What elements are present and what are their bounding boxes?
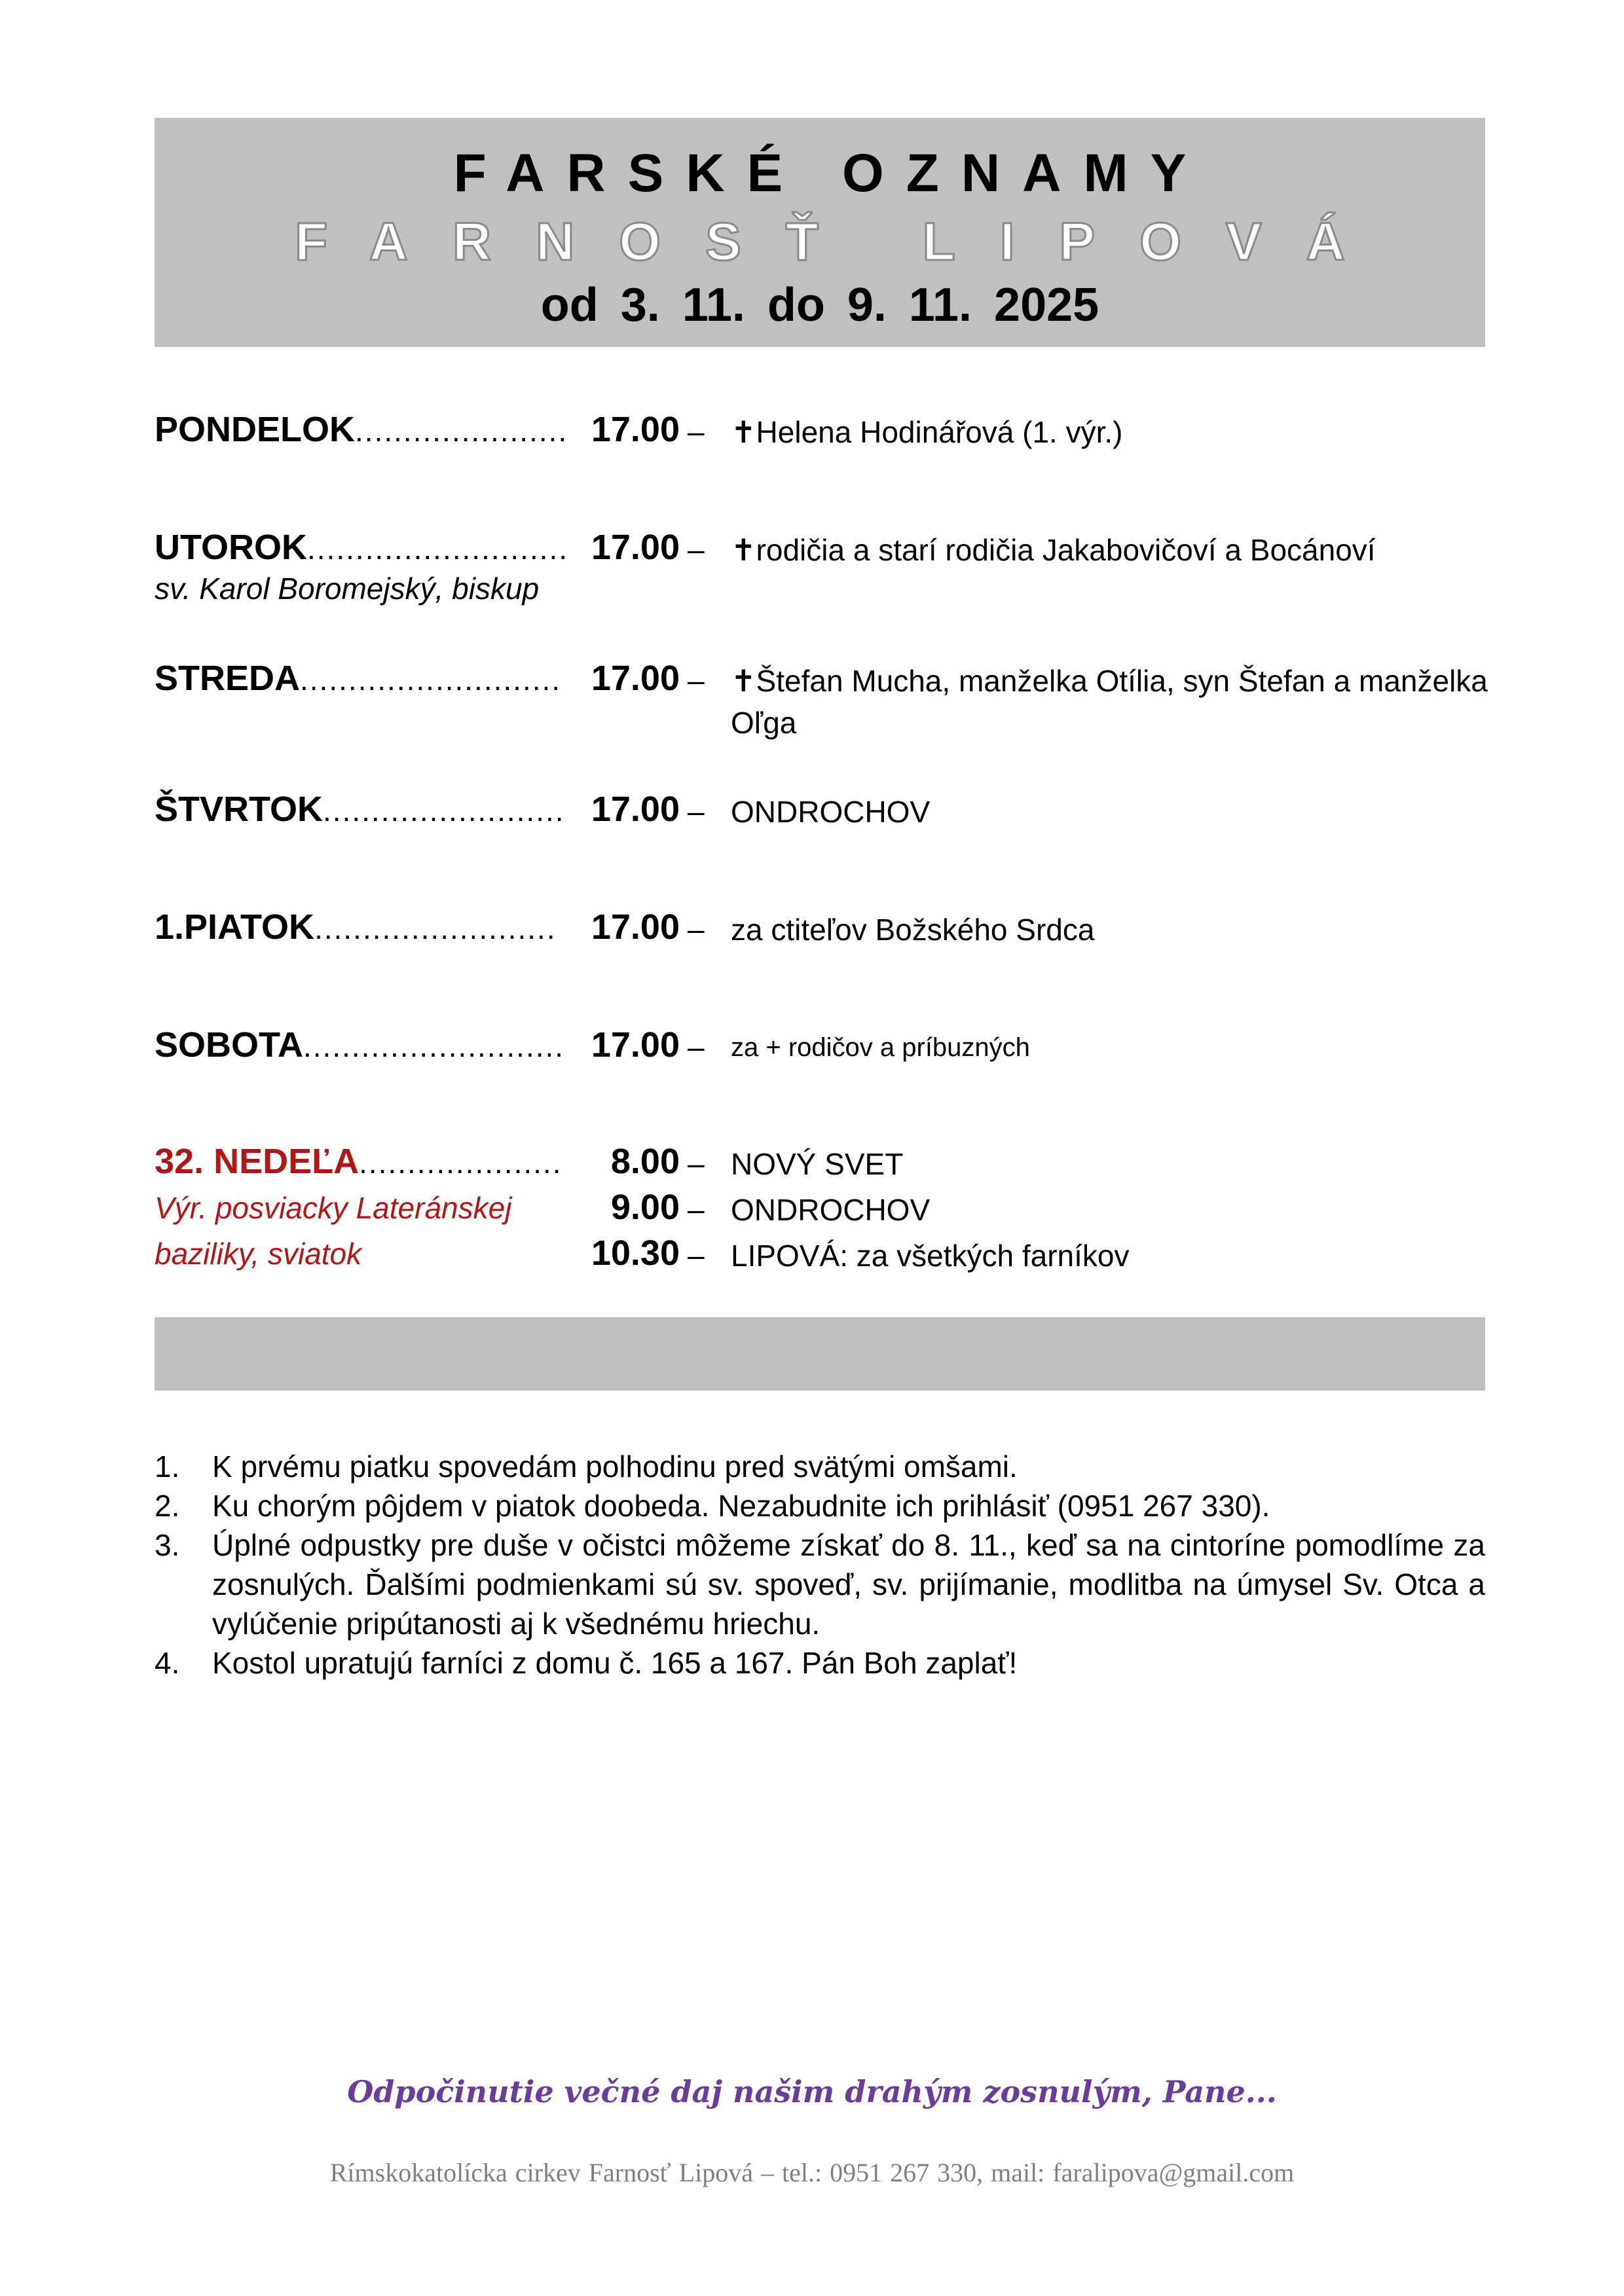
- mass-intention: ✝Štefan Mucha, manželka Otília, syn Štefan a manželka Oľga: [731, 664, 1488, 740]
- dash: –: [688, 1146, 705, 1180]
- item-text: Kostol upratujú farníci z domu č. 165 a 167. Pán Boh zaplať!: [212, 1646, 1018, 1680]
- item-text: Úplné odpustky pre duše v očistci môžeme získať do 8. 11., keď sa na cintoríne pomodlíme za zosnulých. Ďalšími podmienkami sú sv. spoveď, sv. prijímanie, modlitba na úmysel Sv. Otca a vylúčenie pripútanosti aj k všednému hriechu.: [212, 1528, 1485, 1641]
- day-label-friday: 1.PIATOK.........................: [155, 907, 557, 947]
- day-label-wednesday: STREDA...........................: [155, 659, 562, 698]
- divider-bar: [155, 1317, 1485, 1391]
- saint-of-day: sv. Karol Boromejský, biskup: [155, 572, 540, 606]
- leader-dots: ...........................: [300, 663, 562, 697]
- mass-time: 17.00: [591, 790, 680, 829]
- mass-intention: NOVÝ SVET: [731, 1147, 904, 1181]
- day-label-sunday: 32. NEDEĽA.....................: [155, 1142, 563, 1181]
- mass-time: 17.00: [591, 907, 680, 947]
- dash: –: [688, 1030, 705, 1064]
- mass-intention: za + rodičov a príbuzných: [731, 1033, 1030, 1062]
- page-title: FARSKÉ OZNAMY: [453, 143, 1209, 203]
- item-number: 2.: [155, 1489, 180, 1523]
- item-text: K prvému piatku spovedám polhodinu pred svätými omšami.: [212, 1449, 1018, 1484]
- mass-time: 9.00: [610, 1188, 680, 1227]
- date-range: od 3. 11. do 9. 11. 2025: [540, 279, 1099, 331]
- list-item: [155, 1486, 1485, 1525]
- mass-intention: ONDROCHOV: [731, 1193, 931, 1227]
- dash: –: [688, 912, 705, 946]
- mass-intention: LIPOVÁ: za všetkých farníkov: [731, 1239, 1130, 1273]
- mass-time: 10.30: [591, 1233, 680, 1273]
- leader-dots: ...........................: [307, 532, 569, 566]
- feast-rank: baziliky, sviatok: [155, 1237, 362, 1271]
- footer-contact: Rímskokatolícka cirkev Farnosť Lipová – tel.: 0951 267 330, mail: faralipova@gmail.com: [329, 2158, 1295, 2187]
- leader-dots: .........................: [314, 911, 557, 945]
- day-label-tuesday: UTOROK...........................: [155, 528, 569, 567]
- leader-dots: ......................: [355, 414, 568, 448]
- item-number: 1.: [155, 1449, 180, 1484]
- dash: –: [688, 1238, 705, 1272]
- mass-time: 17.00: [591, 1025, 680, 1065]
- dash: –: [688, 1192, 705, 1226]
- mass-time: 17.00: [591, 410, 680, 449]
- list-item: [155, 1643, 1485, 1683]
- dash: –: [688, 414, 705, 448]
- dash: –: [688, 794, 705, 828]
- day-label-monday: PONDELOK......................: [155, 410, 568, 449]
- list-item: [155, 1525, 1485, 1643]
- leader-dots: .........................: [323, 793, 565, 828]
- dash: –: [688, 532, 705, 566]
- parish-name: FARNOSŤ LIPOVÁ: [295, 212, 1390, 272]
- mass-intention: ONDROCHOV: [731, 795, 931, 829]
- mass-time: 17.00: [591, 528, 680, 567]
- item-number: 3.: [155, 1528, 180, 1562]
- mass-intention: ✝Helena Hodinářová (1. výr.): [731, 415, 1123, 449]
- feast-name: Výr. posviacky Lateránskej: [155, 1191, 512, 1225]
- mass-intention: za ctiteľov Božského Srdca: [731, 913, 1095, 947]
- notices-list: [155, 1447, 1485, 1683]
- mass-time: 17.00: [591, 659, 680, 698]
- header-banner: [155, 118, 1485, 347]
- day-label-saturday: SOBOTA...........................: [155, 1025, 565, 1065]
- list-item: [155, 1447, 1485, 1486]
- mass-intention: ✝rodičia a starí rodičia Jakabovičoví a Bocánoví: [731, 533, 1376, 567]
- day-label-thursday: ŠTVRTOK.........................: [155, 790, 565, 829]
- dash: –: [688, 663, 705, 697]
- item-text: Ku chorým pôjdem v piatok doobeda. Nezabudnite ich prihlásiť (0951 267 330).: [212, 1489, 1270, 1523]
- item-number: 4.: [155, 1646, 180, 1680]
- leader-dots: ...........................: [303, 1029, 565, 1063]
- footer-prayer: Odpočinutie večné daj našim drahým zosnulým, Pane...: [347, 2074, 1277, 2109]
- leader-dots: .....................: [359, 1146, 563, 1180]
- mass-time: 8.00: [610, 1142, 680, 1181]
